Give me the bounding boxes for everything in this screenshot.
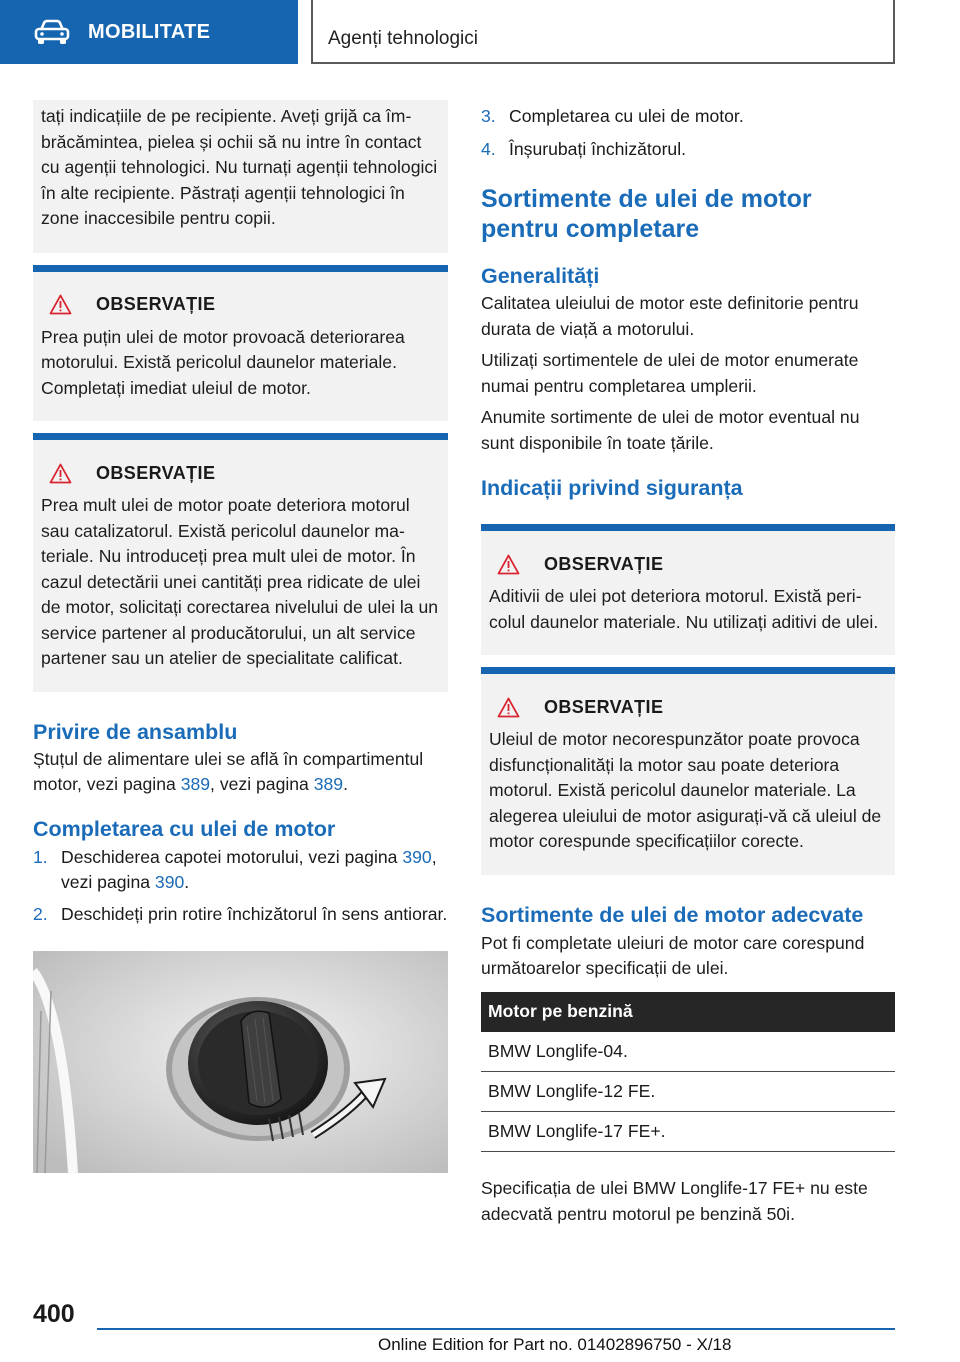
general-paragraph-1: Calitatea uleiului de motor este definitorie pentru durata de viață a motorului. [481,293,859,339]
topup-oils-heading: Sortimente de ulei de motor pentru completare [481,185,812,243]
notice-text: Prea puțin ulei de motor provoacă deteriorarea motorului. Există pericolul daunelor materiale. Completați imediat uleiul de motor. [41,326,405,398]
step-text: Deschideți prin rotire închizătorul în sens antiorar. [61,903,448,924]
notice-text: Prea mult ulei de motor poate deteriora motorul sau catalizatorul. Există pericolul daunelor materiale. Nu introduceți prea mult ulei de motor. În cazul detectării unei cantități prea ridicate de ulei de motor, solicitați corectarea nivelului de ulei la un service partener al producătorului, un alt service partener sau un atelier de specialitate calificat. [41,495,439,668]
continued-text: tați indicațiile de pe recipiente. Aveți grijă ca îmbrăcămintea, pielea și ochii să nu intre în contact cu agenții tehnologici. Nu turnați agenții tehnologici în alte recipiente. Păstrați agenții tehnologici în zone inaccesibile pentru copii. [41,106,438,228]
notice-text: Aditivii de ulei pot deteriora motorul. Există pericolul daunelor materiale. Nu utilizați aditivi de ulei. [489,586,879,632]
step-number: 3. [481,106,496,126]
longlife-note: Specificația de ulei BMW Longlife-17 FE+ nu este adecvată pentru motorul pe benzină 50i. [481,1178,868,1224]
oil-spec-table [481,992,895,1153]
notice-box-2 [33,433,448,692]
warning-triangle-icon [497,697,520,718]
step-text: Completarea cu ulei de motor. [509,106,744,126]
notice-text: Uleiul de motor necorespunzător poate provoca disfuncționalități la motor sau poate deteriora motorul. Există pericolul daunelor materiale. La alegerea uleiului de motor asigurați-vă că uleiul de motor corespunde specificațiilor corecte. [489,729,882,851]
step-item [481,104,895,130]
page-link-389[interactable]: 389 [313,774,344,794]
step-text [61,845,448,896]
overview-text [33,747,448,798]
edition-text: Online Edition for Part no. 01402896750 - X/18 [378,1335,732,1354]
step-text-after: . [184,872,190,892]
step-text: Înșurubați închizătorul. [509,138,687,159]
step-item [481,137,895,163]
table-cell: BMW Longlife-12 FE. [481,1072,895,1112]
chapter-title: Agenți tehnologici [328,28,478,49]
warning-triangle-icon [49,463,72,484]
page-number: 400 [33,1300,75,1328]
overview-text-mid: , vezi pagina [210,774,314,794]
notice-box-3 [481,524,895,655]
section-label: MOBILITATE [88,20,211,43]
page-link-389[interactable]: 389 [180,774,211,794]
table-header-cell: Motor pe benzină [481,992,895,1032]
overview-heading: Privire de ansamblu [33,719,238,744]
step-number: 4. [481,138,496,159]
step-item [33,902,448,928]
section-tab [0,0,298,64]
oil-filler-cap-illustration [33,951,448,1173]
step-number: 2. [33,903,48,924]
notice-label: OBSERVAȚIE [96,294,216,314]
page-link-390[interactable]: 390 [402,846,432,867]
warning-triangle-icon [497,554,520,575]
warning-triangle-icon [49,294,72,315]
continued-safety-box [33,100,448,253]
table-row [481,1032,895,1072]
notice-header [497,694,887,720]
table-cell: BMW Longlife-17 FE+. [481,1112,895,1152]
suitable-oils-heading: Sortimente de ulei de motor adecvate [481,902,864,927]
general-paragraph-2: Utilizați sortimentele de ulei de motor enumerate numai pentru completarea umplerii. [481,350,859,396]
notice-box-4 [481,667,895,875]
step-number: 1. [33,846,48,867]
safety-heading: Indicații privind siguranța [481,476,743,500]
notice-label: OBSERVAȚIE [544,553,664,574]
topup-heading: Completarea cu ulei de motor [33,816,336,841]
overview-text-before: Ștuțul de alimentare ulei se află în compartimentul motor, vezi pagina [33,748,424,794]
oil-filler-cap-image [33,951,448,1173]
table-cell: BMW Longlife-04. [481,1032,895,1072]
step-text-before: Deschiderea capotei motorului, vezi pagina [61,846,403,867]
table-row [481,1112,895,1152]
footer-divider [97,1328,895,1330]
notice-label: OBSERVAȚIE [96,462,216,483]
general-paragraph-3: Anumite sortimente de ulei de motor eventual nu sunt disponibile în toate țările. [481,407,860,453]
table-header-row [481,992,895,1032]
notice-label: OBSERVAȚIE [544,696,664,717]
notice-header [49,292,440,318]
notice-header [497,551,887,577]
page-link-390[interactable]: 390 [154,872,185,892]
notice-header [49,460,440,486]
general-heading: Generalități [481,264,600,288]
notice-box-1 [33,265,448,422]
left-column [33,100,448,1173]
chapter-title-box [311,0,895,64]
car-icon [34,19,70,45]
suitable-oils-text: Pot fi completate uleiuri de motor care corespund următoarelor specificații de ulei. [481,932,865,978]
table-row [481,1072,895,1112]
overview-text-after: . [343,774,348,794]
step-item [33,845,448,896]
step-text-mid: , vezi pagina [61,846,437,892]
right-column [481,100,895,1227]
